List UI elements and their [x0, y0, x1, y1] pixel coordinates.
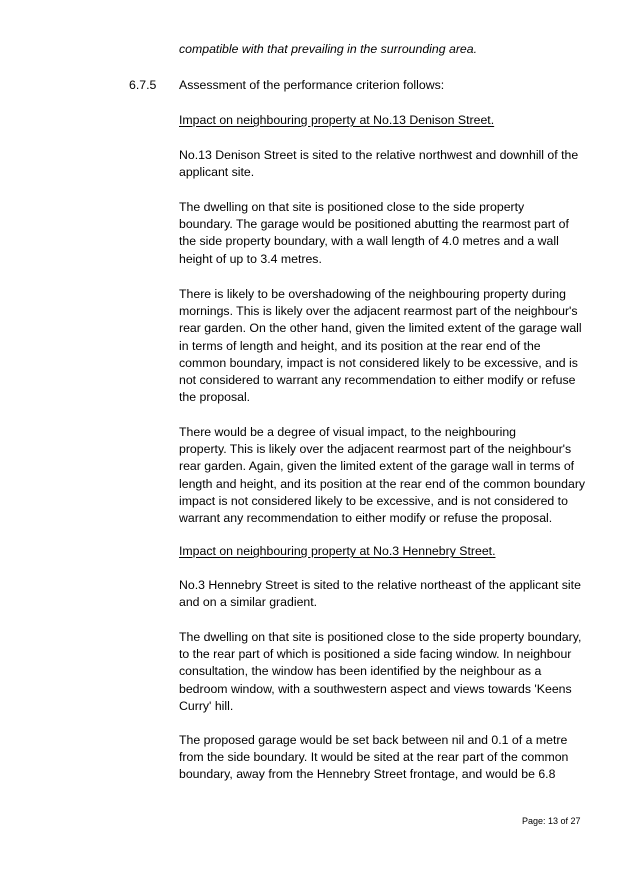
page-number: Page: 13 of 27 [522, 816, 581, 826]
paragraph-line: warrant any recommendation to either modify or refuse the proposal. [179, 511, 553, 525]
subheading: Impact on neighbouring property at No.3 Hennebry Street. [179, 544, 496, 558]
paragraph-line: property. This is likely over the adjacent rearmost part of the neighbour's [179, 442, 572, 457]
section-number: 6.7.5 [129, 78, 157, 92]
paragraph-line: and on a similar gradient. [179, 595, 318, 610]
paragraph-line: the proposal. [179, 390, 251, 405]
paragraph-line: There is likely to be overshadowing of the neighbouring property during [179, 287, 566, 301]
paragraph-line: the side property boundary, with a wall length of 4.0 metres and a wall [179, 234, 559, 249]
paragraph-line: No.3 Hennebry Street is sited to the relative northeast of the applicant site [179, 578, 581, 592]
paragraph-line: not considered to warrant any recommendation to either modify or refuse [179, 373, 576, 387]
paragraph-line: rear garden. Again, given the limited extent of the garage wall in terms of [179, 459, 575, 474]
lead-line: compatible with that prevailing in the surrounding area. [179, 42, 478, 56]
section-heading: Assessment of the performance criterion follows: [179, 78, 445, 92]
paragraph-line: applicant site. [179, 165, 255, 180]
subheading: Impact on neighbouring property at No.13 Denison Street. [179, 113, 495, 127]
paragraph-line: boundary. The garage would be positioned abutting the rearmost part of [179, 217, 569, 232]
paragraph-line: height of up to 3.4 metres. [179, 251, 322, 266]
paragraph-line: from the side boundary. It would be sited at the rear part of the common [179, 750, 569, 765]
paragraph-line: The dwelling on that site is positioned close to the side property [179, 200, 525, 214]
paragraph-line: common boundary, impact is not considered likely to be excessive, and is [179, 355, 578, 370]
paragraph-line: The proposed garage would be set back between nil and 0.1 of a metre [179, 733, 568, 747]
paragraph-line: boundary, away from the Hennebry Street frontage, and would be 6.8 [179, 767, 556, 782]
paragraph-line: Curry' hill. [179, 698, 234, 713]
paragraph-line: bedroom window, with a southwestern aspect and views towards 'Keens [179, 681, 572, 696]
paragraph-line: consultation, the window has been identified by the neighbour as a [179, 664, 542, 679]
paragraph-line: mornings. This is likely over the adjacent rearmost part of the neighbour's [179, 304, 578, 319]
paragraph-line: length and height, and its position at the rear end of the common boundary [179, 476, 586, 491]
paragraph-line: rear garden. On the other hand, given the limited extent of the garage wall [179, 321, 582, 336]
paragraph-line: impact is not considered likely to be excessive, and is not considered to [179, 493, 568, 508]
paragraph-line: to the rear part of which is positioned a side facing window. In neighbour [179, 647, 572, 662]
paragraph-line: in terms of length and height, and its position at the rear end of the [179, 338, 541, 353]
paragraph-line: There would be a degree of visual impact, to the neighbouring [179, 425, 517, 439]
paragraph-line: The dwelling on that site is positioned close to the side property boundary, [179, 630, 582, 644]
paragraph-line: No.13 Denison Street is sited to the relative northwest and downhill of the [179, 148, 579, 162]
